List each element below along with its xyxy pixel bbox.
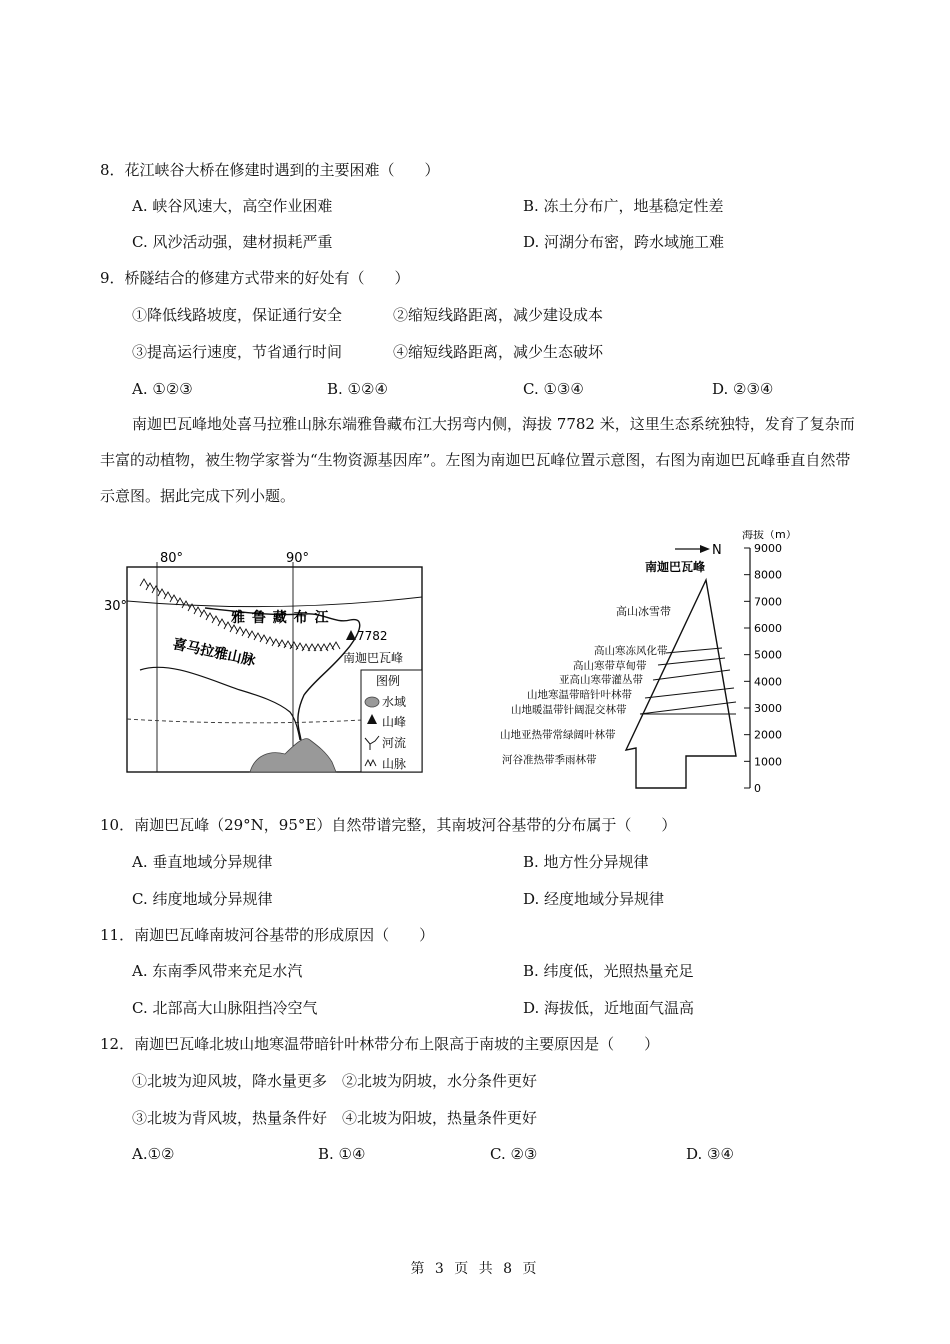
profile-peak-label: 南迦巴瓦峰 bbox=[645, 560, 706, 574]
passage-text: 南迦巴瓦峰地处喜马拉雅山脉东端雅鲁藏布江大拐弯内侧，海拔 7782 米，这里生态系统独特，发育了复杂而丰富的动植物，被生物学家誉为“生物资源基因库”。左图为南迦巴瓦峰位置示意图，右图为南迦巴瓦峰垂直自然带示意图。据此完成下列小题。 bbox=[100, 415, 855, 505]
axis-tick-label: 9000 bbox=[754, 542, 782, 555]
legend-river-label: 河流 bbox=[382, 736, 407, 750]
q11-option-c: C. 北部高大山脉阻挡冷空气 bbox=[132, 999, 318, 1017]
figure-svg bbox=[100, 530, 840, 800]
q11-option-b: B. 纬度低，光照热量充足 bbox=[523, 962, 694, 980]
q8-option-b: B. 冻土分布广，地基稳定性差 bbox=[523, 197, 724, 215]
q10-option-c: C. 纬度地域分异规律 bbox=[132, 890, 273, 908]
axis-tick-label: 6000 bbox=[754, 622, 782, 635]
q9-option-b: B. ①②④ bbox=[327, 380, 388, 398]
question-12-stem: 12．南迦巴瓦峰北坡山地寒温带暗针叶林带分布上限高于南坡的主要原因是（ ） bbox=[100, 1035, 660, 1053]
q11-option-a: A. 东南季风带来充足水汽 bbox=[132, 962, 303, 980]
q8-option-a: A. 峡谷风速大，高空作业困难 bbox=[132, 197, 333, 215]
zone-label-evergreen: 山地亚热带常绿阔叶林带 bbox=[500, 729, 616, 741]
axis-tick-label: 4000 bbox=[754, 675, 782, 689]
legend-peak-label: 山峰 bbox=[382, 715, 407, 729]
zone-label-mixed-forest: 山地暖温带针阔混交林带 bbox=[511, 704, 627, 716]
q12-option-b: B. ①④ bbox=[318, 1145, 366, 1163]
q12-option-a: A.①② bbox=[132, 1145, 175, 1163]
q8-option-c: C. 风沙活动强，建材损耗严重 bbox=[132, 233, 333, 251]
legend-water-icon bbox=[365, 697, 379, 707]
q9-statement-3: ③提高运行速度，节省通行时间 bbox=[132, 343, 343, 361]
zone-label-meadow: 高山寒带草甸带 bbox=[573, 660, 647, 672]
question-8-stem: 8．花江峡谷大桥在修建时遇到的主要困难（ ） bbox=[100, 161, 440, 179]
question-9-stem: 9．桥隧结合的修建方式带来的好处有（ ） bbox=[100, 269, 410, 287]
axis-tick-label: 7000 bbox=[754, 595, 782, 609]
peak-name-label: 南迦巴瓦峰 bbox=[343, 651, 404, 665]
q9-option-d: D. ②③④ bbox=[712, 380, 774, 398]
legend-mountain-label: 山脉 bbox=[382, 757, 407, 771]
vertical-zone-profile bbox=[500, 530, 797, 795]
zone-label-shrub: 亚高山寒带灌丛带 bbox=[559, 674, 643, 686]
axis-tick-label: 1000 bbox=[754, 755, 782, 769]
q8-option-d: D. 河湖分布密，跨水域施工难 bbox=[523, 233, 725, 251]
q12-statements-3-4: ③北坡为背风坡，热量条件好 ④北坡为阳坡，热量条件更好 bbox=[132, 1109, 538, 1127]
legend-water-label: 水域 bbox=[382, 695, 407, 709]
axis-tick-label: 3000 bbox=[754, 702, 782, 715]
q9-statement-4: ④缩短线路距离，减少生态破坏 bbox=[393, 343, 604, 361]
axis-tick-label: 5000 bbox=[754, 648, 782, 662]
q12-statements-1-2: ①北坡为迎风坡，降水量更多 ②北坡为阴坡，水分条件更好 bbox=[132, 1072, 538, 1090]
q9-option-a: A. ①②③ bbox=[132, 380, 193, 398]
zone-label-monsoon-forest: 河谷准热带季雨林带 bbox=[502, 754, 597, 766]
axis-tick-label: 8000 bbox=[754, 568, 782, 582]
mountain-label: 喜马拉雅山脉 bbox=[171, 636, 257, 670]
q9-option-c: C. ①③④ bbox=[523, 380, 584, 398]
figure-nanga-barwa bbox=[100, 530, 840, 800]
q12-option-d: D. ③④ bbox=[686, 1145, 734, 1163]
zone-label-frost: 高山寒冻风化带 bbox=[594, 645, 668, 657]
lat-label-30: 30° bbox=[104, 599, 128, 614]
axis-tick-label: 0 bbox=[754, 782, 761, 795]
lon-label-80: 80° bbox=[160, 551, 184, 566]
q11-option-d: D. 海拔低，近地面气温高 bbox=[523, 999, 695, 1017]
q10-option-a: A. 垂直地域分异规律 bbox=[132, 853, 273, 871]
lon-label-90: 90° bbox=[286, 551, 310, 566]
q12-option-c: C. ②③ bbox=[490, 1145, 538, 1163]
q9-statement-2: ②缩短线路距离，减少建设成本 bbox=[393, 306, 604, 324]
zone-label-ice-snow: 高山冰雪带 bbox=[616, 605, 671, 618]
north-arrow-head bbox=[700, 545, 710, 553]
peak-elevation-label: 7782 bbox=[357, 629, 388, 643]
q10-option-b: B. 地方性分异规律 bbox=[523, 853, 649, 871]
question-10-stem: 10．南迦巴瓦峰（29°N，95°E）自然带谱完整，其南坡河谷基带的分布属于（ ） bbox=[100, 816, 677, 834]
north-label: N bbox=[712, 543, 722, 558]
river-label: 雅 鲁 藏 布 江 bbox=[231, 610, 330, 626]
page-footer: 第 3 页 共 8 页 bbox=[410, 1261, 540, 1277]
q9-statement-1: ①降低线路坡度，保证通行安全 bbox=[132, 306, 343, 324]
axis-tick-label: 2000 bbox=[754, 728, 782, 742]
question-11-stem: 11．南迦巴瓦峰南坡河谷基带的形成原因（ ） bbox=[100, 926, 435, 944]
q10-option-d: D. 经度地域分异规律 bbox=[523, 890, 665, 908]
legend-title: 图例 bbox=[376, 674, 401, 688]
axis-title: 海拔（m） bbox=[742, 530, 797, 541]
zone-label-dark-conifer: 山地寒温带暗针叶林带 bbox=[527, 689, 632, 701]
location-map bbox=[104, 551, 422, 772]
